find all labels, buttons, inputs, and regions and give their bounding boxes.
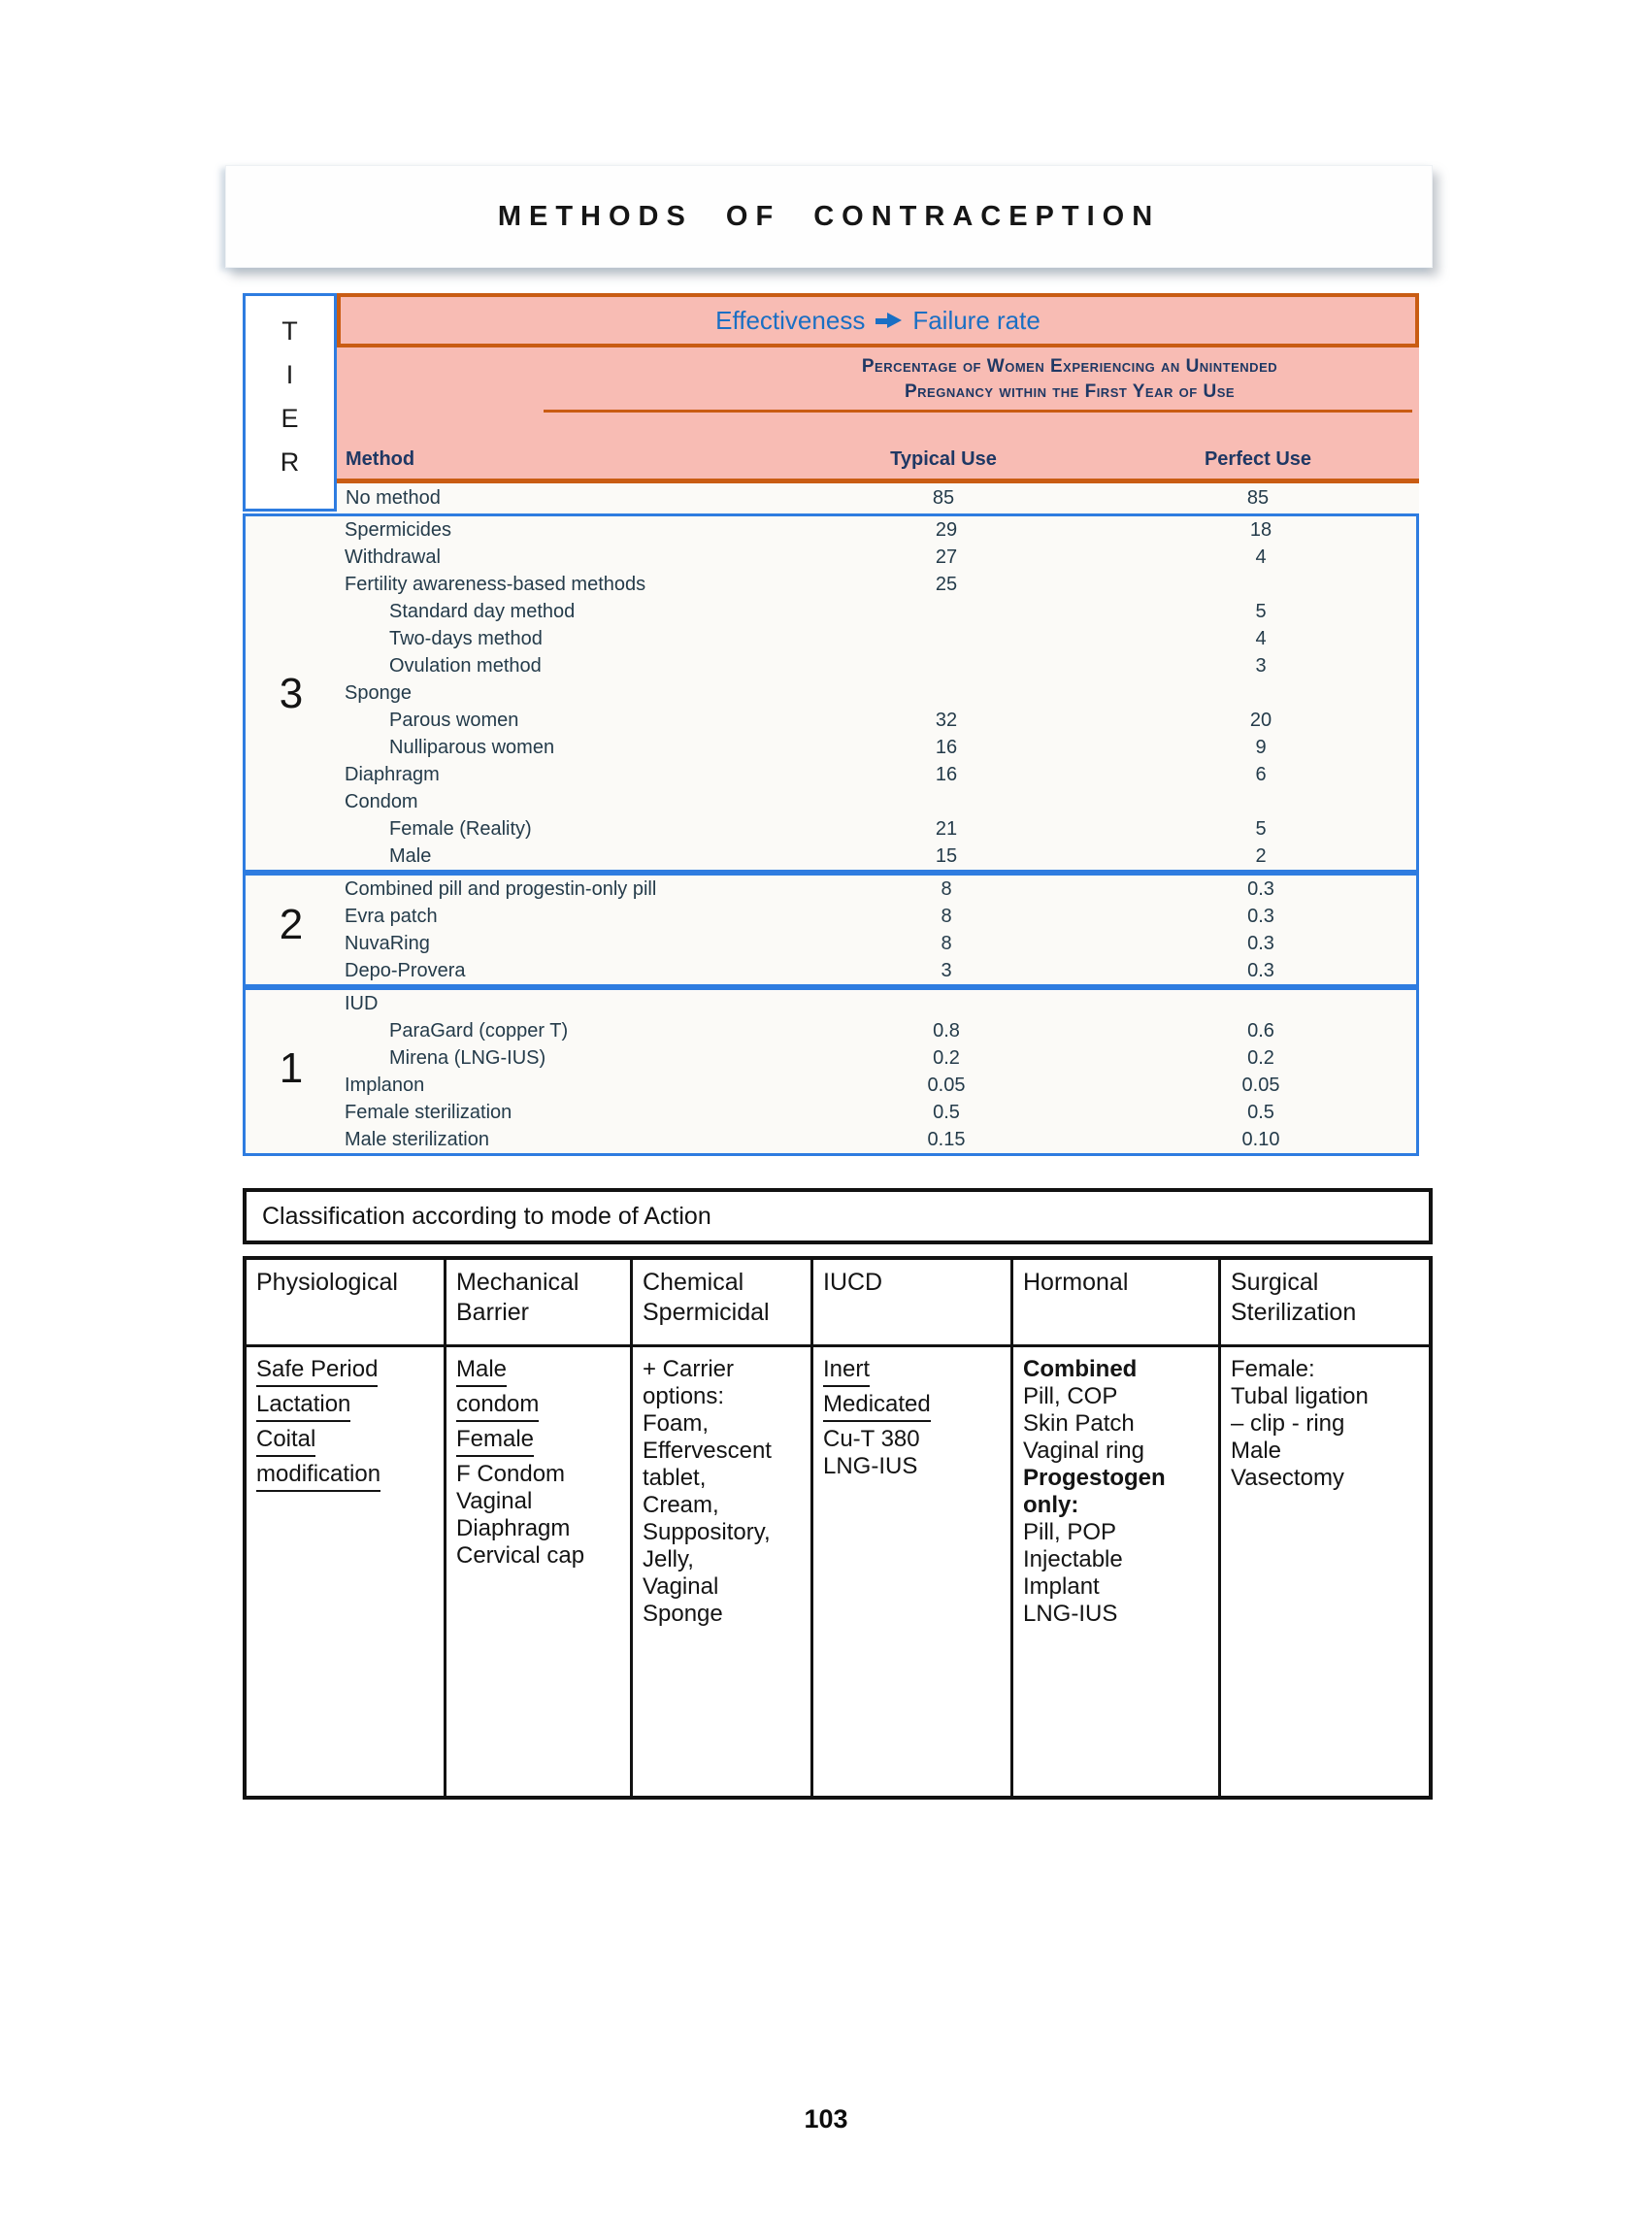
classification-column-header: Mechanical Barrier [446, 1260, 630, 1347]
effectiveness-row [246, 843, 1416, 870]
classification-line: only: [1023, 1492, 1079, 1518]
classification-column-body [1013, 1347, 1218, 1628]
classification-column [446, 1260, 633, 1796]
method-name: No method [346, 487, 441, 509]
classification-line: options: [643, 1383, 725, 1409]
effectiveness-row [246, 815, 1416, 843]
classification-line: Tubal ligation [1231, 1383, 1369, 1409]
classification-line: Diaphragm [456, 1515, 571, 1541]
typical-use-value: 8 [941, 933, 952, 954]
classification-line: Cu-T 380 [823, 1426, 920, 1452]
typical-use-value: 15 [935, 845, 958, 867]
method-name: IUD [345, 993, 379, 1014]
classification-line: LNG-IUS [1023, 1601, 1118, 1627]
method-name: Condom [345, 791, 418, 812]
classification-line: Implant [1023, 1573, 1100, 1600]
method-name: NuvaRing [345, 933, 430, 954]
classification-column-header: Physiological [247, 1260, 444, 1347]
perfect-use-value: 0.3 [1247, 906, 1274, 927]
method-name: Male sterilization [345, 1129, 489, 1150]
classification-column [1013, 1260, 1221, 1796]
classification-line: Male [1231, 1438, 1282, 1464]
effectiveness-row [337, 483, 1419, 513]
effectiveness-row [246, 571, 1416, 598]
perfect-use-value: 3 [1255, 655, 1267, 677]
classification-line [456, 1356, 626, 1391]
tier-3-rows [246, 516, 1416, 870]
classification-column-body [247, 1347, 444, 1496]
effectiveness-subheader [754, 354, 1385, 405]
classification-line [256, 1461, 440, 1496]
typical-use-value: 0.8 [933, 1020, 960, 1042]
effectiveness-row [246, 516, 1416, 544]
classification-table [243, 1256, 1433, 1800]
method-name: Nulliparous women [389, 737, 555, 758]
perfect-use-value: 6 [1255, 764, 1267, 785]
page-number: 103 [804, 2104, 848, 2133]
column-header-typical-use: Typical Use [890, 448, 997, 470]
classification-column-body [446, 1347, 630, 1570]
method-name: Female (Reality) [389, 818, 532, 840]
effectiveness-row [246, 788, 1416, 815]
tier-number: 2 [279, 901, 304, 948]
arrow-right-icon [876, 313, 902, 329]
perfect-use-value: 0.3 [1247, 960, 1274, 981]
effectiveness-row [246, 707, 1416, 734]
subheader-line-1: Percentage of Women Experiencing an Unintended [861, 356, 1278, 377]
classification-line: Sponge [643, 1601, 723, 1627]
classification-line [823, 1391, 1007, 1426]
classification-line: Female: [1231, 1356, 1315, 1382]
classification-line: Vasectomy [1231, 1465, 1344, 1491]
page-title-box [225, 165, 1433, 268]
effectiveness-row [246, 1017, 1416, 1044]
effectiveness-row [246, 990, 1416, 1017]
perfect-use-value: 0.3 [1247, 878, 1274, 900]
perfect-use-value: 0.10 [1241, 1129, 1280, 1150]
perfect-use-value: 9 [1255, 737, 1267, 758]
tier-letter: R [280, 447, 300, 477]
effectiveness-row [246, 734, 1416, 761]
effectiveness-row [246, 1099, 1416, 1126]
perfect-use-value: 5 [1255, 818, 1267, 840]
typical-use-value: 8 [941, 878, 952, 900]
method-name: Sponge [345, 682, 412, 704]
page-title: METHODS OF CONTRACEPTION [497, 200, 1161, 232]
classification-line-text: Female [456, 1426, 534, 1457]
typical-use-value: 16 [935, 737, 958, 758]
classification-line: Skin Patch [1023, 1410, 1135, 1437]
classification-line: Foam, [643, 1410, 710, 1437]
typical-use-value: 85 [932, 487, 955, 509]
method-name: Withdrawal [345, 546, 441, 568]
method-name: Implanon [345, 1075, 425, 1096]
method-name: Two-days method [389, 628, 543, 649]
perfect-use-value: 2 [1255, 845, 1267, 867]
classification-title: Classification according to mode of Action [262, 1202, 711, 1230]
effectiveness-row [246, 1044, 1416, 1072]
method-name: Spermicides [345, 519, 452, 541]
classification-line: + Carrier [643, 1356, 735, 1382]
tier-2-rows [246, 876, 1416, 984]
method-name: Evra patch [345, 906, 438, 927]
classification-line-text: modification [256, 1461, 380, 1492]
method-name: Parous women [389, 710, 519, 731]
classification-line-text: Coital [256, 1426, 315, 1457]
classification-line-text: Inert [823, 1356, 870, 1387]
classification-column [1221, 1260, 1429, 1796]
classification-column [247, 1260, 446, 1796]
classification-line-text: Medicated [823, 1391, 931, 1422]
classification-column-body [633, 1347, 810, 1628]
perfect-use-value: 0.6 [1247, 1020, 1274, 1042]
classification-line [456, 1426, 626, 1461]
method-name: Combined pill and progestin-only pill [345, 878, 657, 900]
perfect-use-value: 4 [1255, 546, 1267, 568]
perfect-use-value: 4 [1255, 628, 1267, 649]
tier-number: 3 [279, 670, 304, 717]
classification-line [456, 1391, 626, 1426]
tier-letter: T [281, 316, 298, 346]
classification-line: Vaginal [456, 1488, 533, 1514]
banner-failure-rate-label: Failure rate [912, 305, 1041, 335]
typical-use-value: 27 [935, 546, 958, 568]
effectiveness-row [246, 761, 1416, 788]
typical-use-value: 21 [935, 818, 958, 840]
classification-line: Jelly, [643, 1546, 694, 1572]
classification-line-text: Male [456, 1356, 507, 1387]
effectiveness-row [246, 544, 1416, 571]
effectiveness-row [246, 598, 1416, 625]
tier-3-section [243, 513, 1419, 873]
typical-use-value: 0.5 [933, 1102, 960, 1123]
typical-use-value: 25 [935, 574, 958, 595]
classification-column-body [813, 1347, 1010, 1480]
classification-line: Vaginal [643, 1573, 719, 1600]
classification-column-header: Chemical Spermicidal [633, 1260, 810, 1347]
effectiveness-row [246, 930, 1416, 957]
effectiveness-row [246, 625, 1416, 652]
tier-number: 1 [279, 1044, 304, 1092]
effectiveness-row [246, 903, 1416, 930]
classification-line: Injectable [1023, 1546, 1123, 1572]
method-name: ParaGard (copper T) [389, 1020, 569, 1042]
perfect-use-value: 5 [1255, 601, 1267, 622]
classification-column-header: Hormonal [1013, 1260, 1218, 1347]
classification-line: Combined [1023, 1356, 1138, 1382]
no-method-row [337, 483, 1419, 513]
typical-use-value: 0.15 [927, 1129, 966, 1150]
tier-letter: I [285, 360, 294, 389]
typical-use-value: 32 [935, 710, 958, 731]
classification-line: Cervical cap [456, 1542, 585, 1569]
classification-line [823, 1356, 1007, 1391]
effectiveness-row [246, 1072, 1416, 1099]
classification-line: LNG-IUS [823, 1453, 918, 1479]
classification-line: Suppository, [643, 1519, 771, 1545]
classification-line-text: Lactation [256, 1391, 350, 1422]
effectiveness-row [246, 1126, 1416, 1153]
classification-column [633, 1260, 813, 1796]
typical-use-value: 29 [935, 519, 958, 541]
tier-1-section [243, 987, 1419, 1156]
method-name: Standard day method [389, 601, 576, 622]
method-name: Male [389, 845, 432, 867]
method-name: Ovulation method [389, 655, 542, 677]
method-name: Female sterilization [345, 1102, 512, 1123]
typical-use-value: 3 [941, 960, 952, 981]
classification-line: tablet, [643, 1465, 707, 1491]
classification-column-header: IUCD [813, 1260, 1010, 1347]
classification-line: F Condom [456, 1461, 566, 1487]
banner-effectiveness-label: Effectiveness [715, 305, 866, 335]
perfect-use-value: 0.3 [1247, 933, 1274, 954]
classification-line: Progestogen [1023, 1465, 1166, 1491]
classification-line: Effervescent [643, 1438, 772, 1464]
tier-2-section [243, 873, 1419, 987]
column-header-perfect-use: Perfect Use [1204, 448, 1312, 470]
classification-line: Pill, POP [1023, 1519, 1117, 1545]
method-name: Depo-Provera [345, 960, 466, 981]
classification-line: Pill, COP [1023, 1383, 1118, 1409]
perfect-use-value: 0.05 [1241, 1075, 1280, 1096]
effectiveness-row [246, 876, 1416, 903]
classification-line [256, 1391, 440, 1426]
perfect-use-value: 0.2 [1247, 1047, 1274, 1069]
effectiveness-table [243, 293, 1419, 1159]
subheader-underline [544, 410, 1412, 413]
perfect-use-value: 18 [1249, 519, 1272, 541]
method-name: Diaphragm [345, 764, 440, 785]
effectiveness-row [246, 679, 1416, 707]
classification-line-text: condom [456, 1391, 539, 1422]
subheader-line-2: Pregnancy within the First Year of Use [904, 381, 1236, 402]
classification-title-box [243, 1188, 1433, 1244]
effectiveness-column-header-band [337, 347, 1419, 483]
classification-line [256, 1426, 440, 1461]
typical-use-value: 16 [935, 764, 958, 785]
perfect-use-value: 0.5 [1247, 1102, 1274, 1123]
classification-line: – clip - ring [1231, 1410, 1345, 1437]
typical-use-value: 0.2 [933, 1047, 960, 1069]
classification-line: Cream, [643, 1492, 719, 1518]
typical-use-value: 0.05 [927, 1075, 966, 1096]
classification-line-text: Safe Period [256, 1356, 378, 1387]
effectiveness-row [246, 652, 1416, 679]
perfect-use-value: 85 [1246, 487, 1270, 509]
method-name: Fertility awareness-based methods [345, 574, 646, 595]
classification-column-body [1221, 1347, 1429, 1492]
tier-header-cell [243, 293, 337, 512]
typical-use-value: 8 [941, 906, 952, 927]
column-header-method: Method [346, 448, 415, 470]
classification-column [813, 1260, 1013, 1796]
method-name: Mirena (LNG-IUS) [389, 1047, 546, 1069]
classification-column-header: Surgical Sterilization [1221, 1260, 1429, 1347]
perfect-use-value: 20 [1249, 710, 1272, 731]
tier-1-rows [246, 990, 1416, 1153]
effectiveness-banner [337, 293, 1419, 347]
classification-line: Vaginal ring [1023, 1438, 1144, 1464]
effectiveness-row [246, 957, 1416, 984]
tier-letter: E [281, 404, 299, 433]
classification-line [256, 1356, 440, 1391]
